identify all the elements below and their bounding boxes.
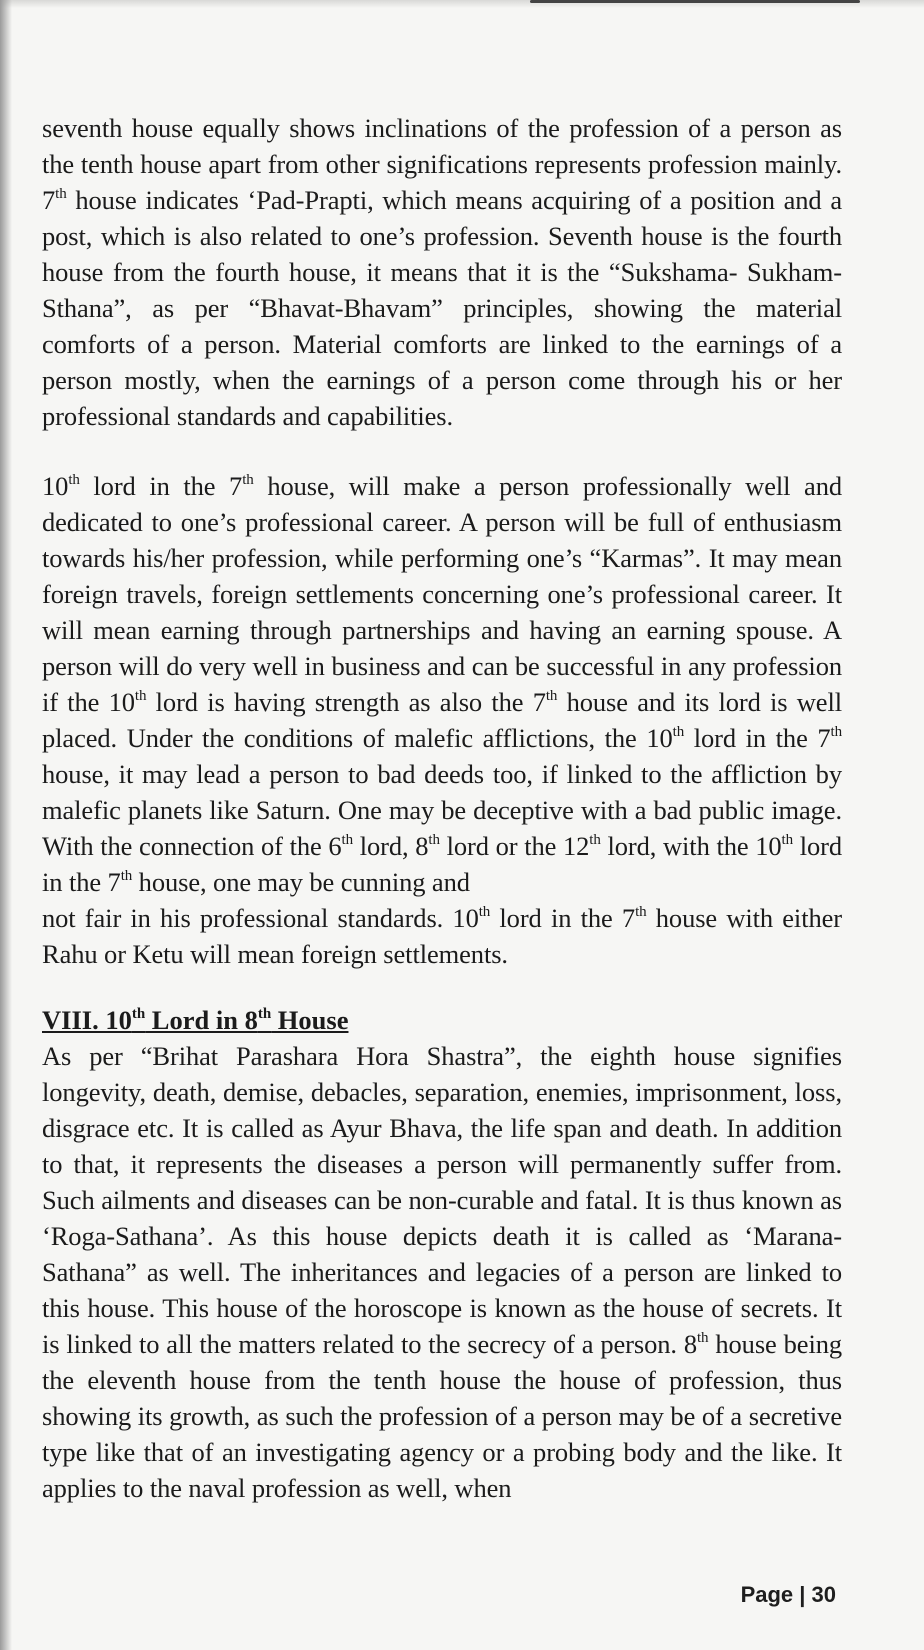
superscript: th [635,904,647,920]
text-run: Lord in 8 [145,1005,258,1035]
superscript: th [428,832,440,848]
superscript: th [696,1330,709,1346]
superscript: th [830,724,842,740]
superscript: th [341,832,354,848]
text-run: not fair in his professional standards. 10 [42,903,479,933]
superscript: th [120,868,133,884]
text-run: lord in the 7 [684,723,831,753]
paragraph-2 [42,468,842,900]
text-run: House [271,1005,349,1035]
superscript: th [131,1006,146,1022]
page-number: Page | 30 [740,1582,836,1607]
text-run: house indicates ‘Pad-Prapti, which means acquiring of a position and a post, which is also related to one’s profession. Seventh house is the fourth house from the fourth house, it means that it is the “Sukshama- Sukham- Sthana”, as per “Bhavat-Bhavam” principles, showing the material comforts of a person. Material comforts are linked to the earnings of a person mostly, when the earnings of a person come through his or her professional standards and capabilities. [42,185,842,431]
text-run: house and its lord is well placed. Under the conditions of malefic afflictions, the 10 [42,687,842,753]
text-run: VIII. 10 [42,1005,132,1035]
text-run: house, it may lead a person to bad deeds too, if linked to the affliction by malefic planets like Saturn. One may be deceptive with a bad public image. With the connection of the 6 [42,759,842,861]
text-run: lord in the 7 [79,471,243,501]
section-heading [42,1002,842,1038]
page-content [42,110,842,1506]
text-run: house, will make a person professionally well and dedicated to one’s professional career. A person will be full of enthusiasm towards his/her profession, while performing one’s “Karmas”. It may mean foreign travels, foreign settlements concerning one’s professional career. It will mean earning through partnerships and having an earning spouse. A person will do very well in business and can be successful in any profession if the 10 [42,471,842,717]
page-gutter-shadow [0,0,12,1650]
superscript: th [672,724,685,740]
superscript: th [478,904,491,920]
superscript: th [55,186,67,202]
text-run: lord or the 12 [439,831,590,861]
paragraph-3 [42,900,842,972]
text-run: As per “Brihat Parashara Hora Shastra”, the eighth house signifies longevity, death, demise, debacles, separation, enemies, imprisonment, loss, disgrace etc. It is called as Ayur Bhava, the life span and death. In addition to that, it represents the diseases a person will permanently suffer from. Such ailments and diseases can be non-curable and fatal. It is thus known as ‘Roga-Sathana’. As this house depicts death it is called as ‘Marana-Sathana” as well. The inheritances and legacies of a person are linked to this house. This house of the horoscope is known as the house of secrets. It is linked to all the matters related to the secrecy of a person. 8 [42,1041,842,1359]
text-run: 10 [42,471,69,501]
superscript: th [589,832,601,848]
text-run: house, one may be cunning and [132,867,470,897]
text-run: lord in the 7 [42,831,843,897]
text-run: house being the eleventh house from the tenth house the house of profession, thus showing its growth, as such the profession of a person may be of a secretive type like that of an investigating agency or a probing body and the like. It applies to the naval profession as well, when [42,1329,843,1503]
superscript: th [781,832,793,848]
superscript: th [68,472,80,488]
paragraph-1 [42,110,842,434]
superscript: th [257,1006,272,1022]
text-run: lord in the 7 [490,903,636,933]
binding-line [530,0,860,3]
paragraph-4 [42,1038,842,1506]
superscript: th [545,688,558,704]
text-run: lord is having strength as also the 7 [146,687,546,717]
text-run: house with either Rahu or Ketu will mean foreign settlements. [42,903,842,969]
superscript: th [134,688,147,704]
superscript: th [242,472,254,488]
text-run: lord, 8 [353,831,429,861]
text-run: lord, with the 10 [600,831,782,861]
text-run: seventh house equally shows inclinations of the profession of a person as the tenth house apart from other significations represents profession mainly. 7 [42,113,842,215]
